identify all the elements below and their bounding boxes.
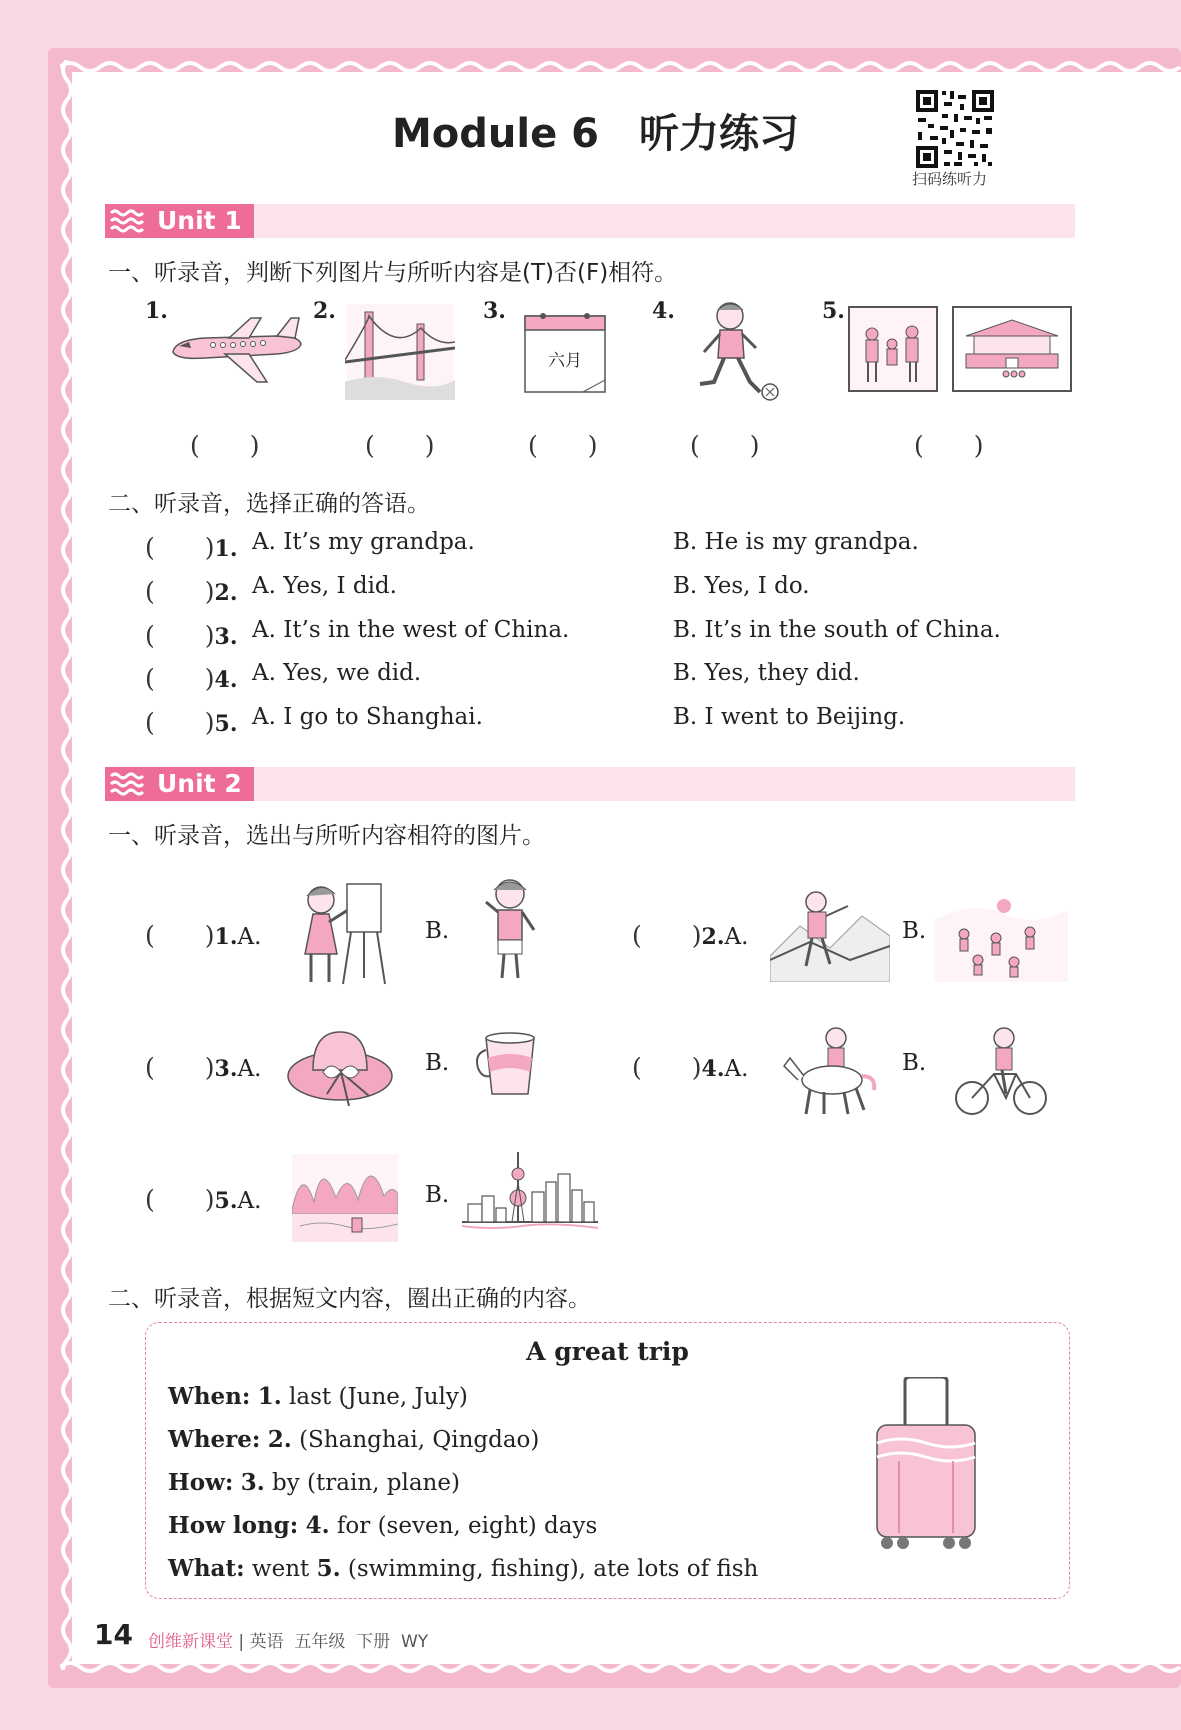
u2p1-q3-a-label: A. <box>237 1056 262 1082</box>
guilin-mountains-icon <box>292 1154 398 1242</box>
u2p1-answer-2[interactable]: ( ) <box>632 921 702 950</box>
u1p2-num-2: 2. <box>214 580 238 606</box>
u1p1-num-5: 5. <box>822 298 845 324</box>
u1p2-num-1: 1. <box>214 536 238 562</box>
trip-what-label: What: <box>168 1555 245 1582</box>
u2p1-row-2 <box>632 916 748 952</box>
u2p1-num-2: 2. <box>701 924 725 950</box>
unit2-part2-heading: 二、听录音，根据短文内容，圈出正确的内容。 <box>108 1286 591 1312</box>
trip-info-box <box>145 1322 1070 1599</box>
trip-what-num: 5. <box>316 1555 341 1582</box>
u1p2-row-3 <box>145 616 237 652</box>
u1p1-answer-2[interactable]: ( ) <box>365 431 435 460</box>
trip-how-num: 3. <box>240 1469 265 1496</box>
u2p1-row-1 <box>145 916 261 952</box>
u1p2-q3-option-a: A. It’s in the west of China. <box>252 617 570 643</box>
unit1-wave-icon <box>110 208 144 234</box>
calendar-picture <box>523 310 607 396</box>
u2p1-q1-b-label: B. <box>425 918 450 944</box>
trip-box-title: A great trip <box>526 1337 689 1366</box>
footer-brand: 创维新课堂 <box>148 1632 233 1652</box>
u1p2-num-3: 3. <box>214 624 238 650</box>
unit2-label: Unit 2 <box>157 769 242 798</box>
trip-how-long-text[interactable]: for (seven, eight) days <box>329 1513 598 1539</box>
u2p1-q5-b-label: B. <box>425 1182 450 1208</box>
u2p1-num-1: 1. <box>214 924 238 950</box>
girl-painting-icon <box>295 878 390 990</box>
footer-edition: WY <box>400 1632 429 1652</box>
u2p1-num-3: 3. <box>214 1056 238 1082</box>
unit2-wave-icon <box>110 771 144 797</box>
trip-how-label: How: <box>168 1469 234 1496</box>
u1p2-num-4: 4. <box>214 667 238 693</box>
footer-volume: 下册 <box>356 1632 391 1652</box>
u1p1-num-3: 3. <box>483 298 506 324</box>
tiananmen-picture-icon <box>952 306 1072 392</box>
airplane-icon <box>165 312 305 392</box>
u1p1-answer-5[interactable]: ( ) <box>914 431 984 460</box>
u1p2-row-1 <box>145 528 237 564</box>
u1p2-answer-1[interactable]: ( ) <box>145 533 215 562</box>
trip-when-num: 1. <box>257 1383 282 1410</box>
u1p2-q2-option-b: B. Yes, I do. <box>673 573 810 599</box>
trip-where-text[interactable]: (Shanghai, Qingdao) <box>291 1427 540 1453</box>
family-picture-icon <box>848 306 938 392</box>
u1p2-q1-option-b: B. He is my grandpa. <box>673 529 919 555</box>
u1p1-answer-3[interactable]: ( ) <box>528 431 598 460</box>
u2p1-row-4 <box>632 1048 748 1084</box>
u1p2-answer-5[interactable]: ( ) <box>145 708 215 737</box>
wave-border-left <box>58 60 76 1670</box>
footer-subject: 英语 <box>249 1632 284 1652</box>
trip-where-num: 2. <box>267 1426 292 1453</box>
u1p2-num-5: 5. <box>214 711 238 737</box>
u1p1-answer-4[interactable]: ( ) <box>690 431 760 460</box>
u1p2-q5-option-b: B. I went to Beijing. <box>673 704 906 730</box>
trip-when-label: When: <box>168 1383 251 1410</box>
u2p1-answer-4[interactable]: ( ) <box>632 1053 702 1082</box>
qr-code[interactable] <box>914 88 996 170</box>
u2p1-q1-a-label: A. <box>237 924 262 950</box>
trip-how-long-label: How long: <box>168 1512 299 1539</box>
title-cn: 听力练习 <box>639 111 799 157</box>
u2p1-row-5 <box>145 1180 261 1216</box>
page-number: 14 <box>94 1618 133 1651</box>
trip-how-long-num: 4. <box>305 1512 330 1539</box>
u2p1-answer-1[interactable]: ( ) <box>145 921 215 950</box>
wave-border-bottom <box>60 1658 1181 1676</box>
u2p1-num-5: 5. <box>214 1188 238 1214</box>
girl-riding-horse-icon <box>780 1024 880 1120</box>
u1p2-answer-3[interactable]: ( ) <box>145 621 215 650</box>
trip-where-label: Where: <box>168 1426 261 1453</box>
title-module: Module 6 <box>392 111 599 157</box>
trip-when-text[interactable]: last (June, July) <box>281 1384 468 1410</box>
footer-separator: | <box>238 1632 245 1652</box>
u1p2-row-5 <box>145 703 237 739</box>
u1p1-num-2: 2. <box>313 298 336 324</box>
page-title <box>392 102 799 159</box>
u2p1-q4-a-label: A. <box>724 1056 749 1082</box>
u1p2-answer-2[interactable]: ( ) <box>145 577 215 606</box>
qr-caption: 扫码练听力 <box>912 170 988 188</box>
u1p2-q4-option-b: B. Yes, they did. <box>673 660 860 686</box>
u1p2-q5-option-a: A. I go to Shanghai. <box>252 704 483 730</box>
u1p1-num-4: 4. <box>652 298 675 324</box>
u2p1-q4-b-label: B. <box>902 1050 927 1076</box>
u1p1-num-1: 1. <box>145 298 168 324</box>
trip-line-how <box>168 1469 460 1496</box>
suitcase-icon <box>871 1377 981 1555</box>
trip-line-when <box>168 1383 468 1410</box>
sun-hat-icon <box>287 1026 393 1112</box>
unit1-label: Unit 1 <box>157 206 242 235</box>
trip-line-what <box>168 1555 758 1582</box>
u1p2-row-2 <box>145 572 237 608</box>
footer-grade: 五年级 <box>294 1632 346 1652</box>
hiking-great-wall-icon <box>770 886 890 982</box>
wave-border-top <box>60 58 1181 76</box>
trip-line-where <box>168 1426 539 1453</box>
boy-football-icon <box>688 300 783 404</box>
golden-gate-bridge-icon <box>345 302 455 402</box>
u2p1-q5-a-label: A. <box>237 1188 262 1214</box>
footer-info <box>148 1627 428 1652</box>
u2p1-q3-b-label: B. <box>425 1050 450 1076</box>
girl-standing-icon <box>480 872 542 988</box>
u1p2-q2-option-a: A. Yes, I did. <box>252 573 397 599</box>
u2p1-answer-3[interactable]: ( ) <box>145 1053 215 1082</box>
trip-how-text[interactable]: by (train, plane) <box>264 1470 460 1496</box>
u2p1-row-3 <box>145 1048 261 1084</box>
girl-riding-bike-icon <box>954 1024 1048 1120</box>
shanghai-skyline-icon <box>462 1152 598 1234</box>
trip-what-text[interactable]: (swimming, fishing), ate lots of fish <box>340 1556 759 1582</box>
u1p2-q1-option-a: A. It’s my grandpa. <box>252 529 475 555</box>
children-in-field-icon <box>934 890 1068 982</box>
calendar-month: 六月 <box>548 351 582 371</box>
u2p1-q2-b-label: B. <box>902 918 927 944</box>
unit1-part2-heading: 二、听录音，选择正确的答语。 <box>108 491 430 517</box>
u1p2-q3-option-b: B. It’s in the south of China. <box>673 617 1001 643</box>
trip-what-pre: went <box>244 1556 317 1582</box>
u1p2-q4-option-a: A. Yes, we did. <box>252 660 422 686</box>
unit2-part1-heading: 一、听录音，选出与所听内容相符的图片。 <box>108 823 545 849</box>
u1p2-answer-4[interactable]: ( ) <box>145 664 215 693</box>
u1p2-row-4 <box>145 659 237 695</box>
u2p1-num-4: 4. <box>701 1056 725 1082</box>
u2p1-q2-a-label: A. <box>724 924 749 950</box>
trip-line-how-long <box>168 1512 597 1539</box>
cup-icon <box>474 1030 546 1100</box>
unit1-part1-heading: 一、听录音，判断下列图片与所听内容是(T)否(F)相符。 <box>108 260 678 286</box>
u2p1-answer-5[interactable]: ( ) <box>145 1185 215 1214</box>
u1p1-answer-1[interactable]: ( ) <box>190 431 260 460</box>
